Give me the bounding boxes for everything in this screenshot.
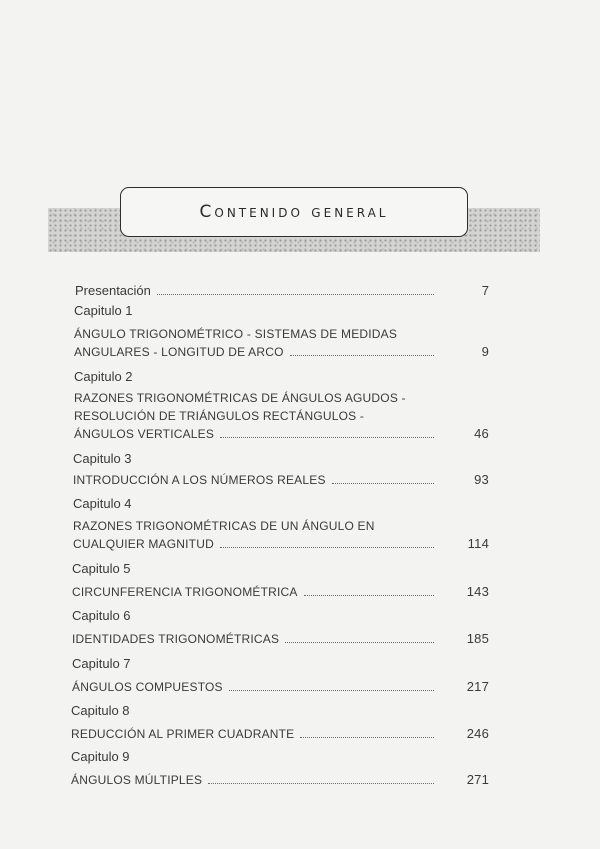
toc-entry-title xyxy=(74,408,489,424)
dot-leader xyxy=(157,284,434,295)
dot-leader xyxy=(208,773,434,784)
dot-leader xyxy=(300,727,434,738)
toc-entry-title xyxy=(72,679,489,695)
toc-entry-title xyxy=(74,426,489,442)
entry-text: ÁNGULOS MÚLTIPLES xyxy=(71,773,203,787)
page-number: 114 xyxy=(467,536,489,551)
entry-text: IDENTIDADES TRIGONOMÉTRICAS xyxy=(72,632,280,646)
entry-text: CIRCUNFERENCIA TRIGONOMÉTRICA xyxy=(72,585,298,599)
toc-entry-title xyxy=(73,536,489,552)
toc-entry-title xyxy=(75,283,489,299)
page-number: 185 xyxy=(466,631,489,646)
toc-entry-title xyxy=(72,631,489,647)
entry-text: REDUCCIÓN AL PRIMER CUADRANTE xyxy=(71,727,295,741)
toc-entry-title xyxy=(74,390,489,406)
chapter-label: Capitulo 8 xyxy=(71,703,130,718)
toc-entry-title xyxy=(73,518,489,534)
toc-entry-title xyxy=(71,772,489,788)
dot-leader xyxy=(229,680,434,691)
dot-leader xyxy=(220,427,434,438)
toc-entry-title xyxy=(73,472,489,488)
dot-leader xyxy=(290,345,434,356)
chapter-label: Capitulo 6 xyxy=(72,608,131,623)
page-number: 217 xyxy=(466,679,489,694)
entry-text: RESOLUCIÓN DE TRIÁNGULOS RECTÁNGULOS - xyxy=(74,409,365,423)
toc-entry-title xyxy=(74,344,489,360)
toc-entry-title xyxy=(71,726,489,742)
page-number: 7 xyxy=(481,283,489,298)
chapter-label: Capitulo 2 xyxy=(74,369,133,384)
entry-text: ANGULARES - LONGITUD DE ARCO xyxy=(74,345,284,359)
chapter-label: Capitulo 5 xyxy=(72,561,131,576)
dot-leader xyxy=(332,473,434,484)
title-box xyxy=(120,187,468,237)
page-number: 271 xyxy=(466,772,489,787)
entry-text: RAZONES TRIGONOMÉTRICAS DE ÁNGULOS AGUDOS - xyxy=(74,391,406,405)
toc-entry-title xyxy=(72,584,489,600)
dot-leader xyxy=(220,537,434,548)
chapter-label: Capitulo 1 xyxy=(74,303,133,318)
chapter-label: Capitulo 7 xyxy=(72,656,131,671)
entry-text: ÁNGULOS COMPUESTOS xyxy=(72,680,223,694)
entry-text: ÁNGULO TRIGONOMÉTRICO - SISTEMAS DE MEDIDAS xyxy=(74,327,398,341)
chapter-label: Capitulo 9 xyxy=(71,749,130,764)
entry-text: CUALQUIER MAGNITUD xyxy=(73,537,214,551)
dot-leader xyxy=(285,632,434,643)
entry-text: ÁNGULOS VERTICALES xyxy=(74,427,215,441)
entry-text: INTRODUCCIÓN A LOS NÚMEROS REALES xyxy=(73,473,326,487)
entry-text: RAZONES TRIGONOMÉTRICAS DE UN ÁNGULO EN xyxy=(73,519,375,533)
dot-leader xyxy=(304,585,434,596)
toc-entry-title xyxy=(74,326,489,342)
entry-text: Presentación xyxy=(75,283,151,298)
page-title: Contenido general xyxy=(199,202,389,222)
page-number: 93 xyxy=(474,472,489,487)
page-number: 143 xyxy=(466,584,489,599)
page-number: 9 xyxy=(481,344,489,359)
page-number: 246 xyxy=(466,726,489,741)
page-number: 46 xyxy=(474,426,489,441)
chapter-label: Capitulo 3 xyxy=(73,451,132,466)
chapter-label: Capitulo 4 xyxy=(73,496,132,511)
